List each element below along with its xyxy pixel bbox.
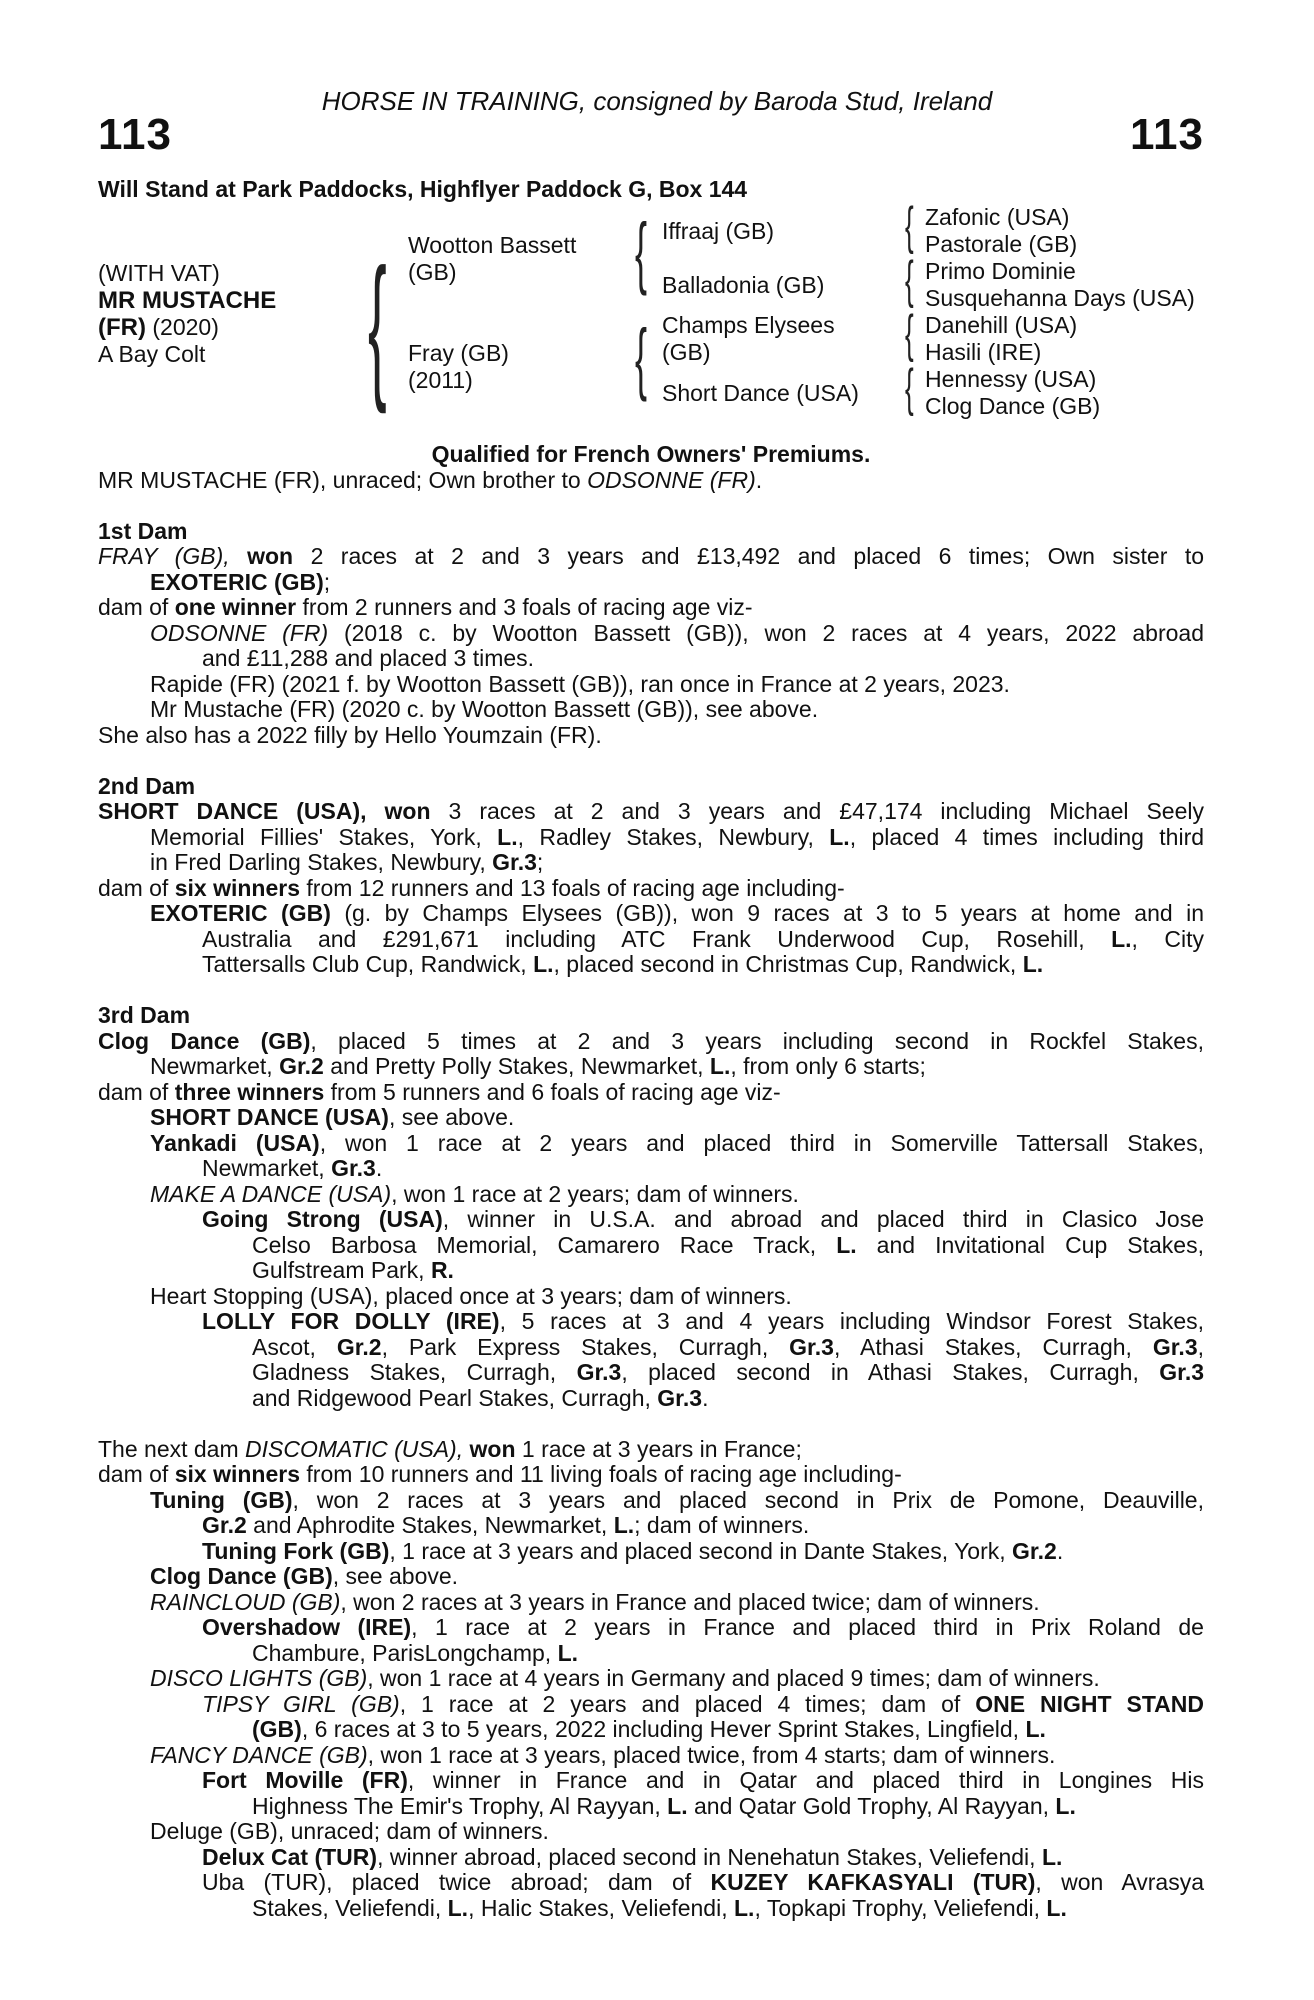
pedigree-g8: Clog Dance (GB) [925, 393, 1101, 419]
next-dam-line: dam of six winners from 10 runners and 11 living foals of racing age including- [98, 1461, 902, 1487]
first-dam-heading: 1st Dam [98, 517, 188, 544]
next-dam-line: Overshadow (IRE), 1 race at 2 years in France and placed third in Prix Roland de [202, 1614, 1204, 1640]
next-dam-line: Tuning (GB), won 2 races at 3 years and placed second in Prix de Pomone, Deauville, [150, 1486, 1204, 1513]
horse-info [98, 260, 276, 368]
horse-year: (2020) [152, 314, 219, 340]
pedigree-brace-g1: { [905, 197, 914, 255]
second-dam-line: Memorial Fillies' Stakes, York, L., Radley Stakes, Newbury, L., placed 4 times including third [150, 823, 1205, 850]
pedigree-brace-sire: { [635, 207, 648, 296]
next-dam-line: FANCY DANCE (GB), won 1 race at 3 years, placed twice, from 4 starts; dam of winners. [150, 1741, 1056, 1768]
next-dam-line: Uba (TUR), placed twice abroad; dam of KUZEY KAFKASYALI (TUR), won Avrasya [202, 1869, 1205, 1895]
horse-name: MR MUSTACHE [98, 287, 277, 314]
third-dam-line: Ascot, Gr.2, Park Express Stakes, Curragh, Gr.3, Athasi Stakes, Curragh, Gr.3, [252, 1333, 1205, 1360]
pedigree-dam-sire: Champs Elysees (GB) [662, 312, 835, 365]
lot-number-right: 113 [1130, 110, 1204, 159]
second-dam-line: dam of six winners from 12 runners and 13 foals of racing age including- [98, 874, 845, 901]
pedigree-brace-g4: { [905, 359, 914, 417]
second-dam-line: in Fred Darling Stakes, Newbury, Gr.3; [150, 849, 544, 875]
pedigree-brace-g2: { [905, 251, 914, 309]
second-dam-line: EXOTERIC (GB) (g. by Champs Elysees (GB)), won 9 races at 3 to 5 years at home and in [150, 900, 1205, 926]
intro-line: MR MUSTACHE (FR), unraced; Own brother to ODSONNE (FR). [98, 466, 763, 493]
pedigree-brace-dam: { [635, 313, 648, 402]
third-dam-line: Gulfstream Park, R. [252, 1257, 454, 1283]
third-dam-line: dam of three winners from 5 runners and 6 foals of racing age viz- [98, 1078, 781, 1105]
next-dam-line: Chambure, ParisLongchamp, L. [252, 1639, 579, 1666]
third-dam-line: Clog Dance (GB), placed 5 times at 2 and 3 years including second in Rockfel Stakes, [98, 1027, 1204, 1054]
third-dam-line: Yankadi (USA), won 1 race at 2 years and placed third in Somerville Tattersall Stakes, [150, 1129, 1204, 1156]
next-dam-line: Deluge (GB), unraced; dam of winners. [150, 1818, 549, 1844]
pedigree-g2: Pastorale (GB) [925, 231, 1078, 257]
next-dam-line: The next dam DISCOMATIC (USA), won 1 race at 3 years in France; [98, 1435, 802, 1462]
pedigree-sire-sire: Iffraaj (GB) [662, 218, 775, 244]
second-dam-line: SHORT DANCE (USA), won 3 races at 2 and 3 years and £47,174 including Michael Seely [98, 798, 1204, 824]
horse-description: A Bay Colt [98, 341, 206, 367]
stand-location: Will Stand at Park Paddocks, Highflyer Paddock G, Box 144 [98, 176, 748, 202]
third-dam-line: MAKE A DANCE (USA), won 1 race at 2 years; dam of winners. [150, 1180, 799, 1207]
pedigree-dam: Fray (GB) (2011) [408, 340, 509, 393]
pedigree-g3: Primo Dominie [925, 258, 1076, 284]
second-dam-line: Australia and £291,671 including ATC Frank Underwood Cup, Rosehill, L., City [202, 925, 1205, 952]
consignment-header: HORSE IN TRAINING, consigned by Baroda Stud, Ireland [321, 86, 993, 116]
first-dam-line: She also has a 2022 filly by Hello Youmzain (FR). [98, 721, 602, 748]
pedigree-g1: Zafonic (USA) [925, 204, 1070, 230]
first-dam-line: dam of one winner from 2 runners and 3 foals of racing age viz- [98, 594, 753, 620]
next-dam-line: Highness The Emir's Trophy, Al Rayyan, L. and Qatar Gold Trophy, Al Rayyan, L. [252, 1792, 1076, 1819]
third-dam-line: Celso Barbosa Memorial, Camarero Race Track, L. and Invitational Cup Stakes, [252, 1231, 1204, 1258]
vat-note: (WITH VAT) [98, 260, 220, 286]
next-dam-line: Delux Cat (TUR), winner abroad, placed second in Nenehatun Stakes, Veliefendi, L. [202, 1843, 1063, 1870]
pedigree-g5: Danehill (USA) [925, 312, 1078, 338]
second-dam-line: Tattersalls Club Cup, Randwick, L., placed second in Christmas Cup, Randwick, L. [202, 951, 1044, 977]
third-dam-heading: 3rd Dam [98, 1002, 191, 1028]
third-dam-line: Heart Stopping (USA), placed once at 3 years; dam of winners. [150, 1282, 792, 1309]
second-dam-heading: 2nd Dam [98, 772, 196, 799]
first-dam-line: Rapide (FR) (2021 f. by Wootton Bassett (GB)), ran once in France at 2 years, 2023. [150, 670, 1010, 697]
pedigree-brace-g3: { [905, 305, 914, 363]
next-dam-line: Clog Dance (GB), see above. [150, 1563, 459, 1589]
third-dam-line: and Ridgewood Pearl Stakes, Curragh, Gr.3. [252, 1384, 709, 1411]
premiums-note: Qualified for French Owners' Premiums. [431, 441, 871, 467]
pedigree-dam-dam: Short Dance (USA) [662, 380, 859, 406]
third-dam-line: Going Strong (USA), winner in U.S.A. and abroad and placed third in Clasico Jose [202, 1206, 1204, 1232]
first-dam-line: FRAY (GB), won 2 races at 2 and 3 years and £13,492 and placed 6 times; Own sister to [98, 543, 1205, 569]
catalogue-body [98, 442, 1204, 1921]
third-dam-line: Newmarket, Gr.2 and Pretty Polly Stakes, Newmarket, L., from only 6 starts; [150, 1053, 926, 1079]
next-dam-line: Gr.2 and Aphrodite Stakes, Newmarket, L.; dam of winners. [202, 1512, 810, 1538]
pedigree-sire-dam: Balladonia (GB) [662, 272, 825, 298]
pedigree-sire: Wootton Bassett (GB) [408, 232, 577, 285]
next-dam-line: (GB), 6 races at 3 to 5 years, 2022 including Hever Sprint Stakes, Lingfield, L. [252, 1716, 1046, 1742]
next-dam-line: Fort Moville (FR), winner in France and in Qatar and placed third in Longines His [202, 1767, 1204, 1793]
next-dam-line: Stakes, Veliefendi, L., Halic Stakes, Veliefendi, L., Topkapi Trophy, Veliefendi, L. [252, 1894, 1067, 1921]
pedigree-g7: Hennessy (USA) [925, 366, 1097, 392]
horse-country: (FR) [98, 314, 146, 341]
next-dam-line: DISCO LIGHTS (GB), won 1 race at 4 years in Germany and placed 9 times; dam of winners. [150, 1665, 1100, 1691]
next-dam-line: RAINCLOUD (GB), won 2 races at 3 years in France and placed twice; dam of winners. [150, 1588, 1040, 1615]
third-dam-line: SHORT DANCE (USA), see above. [150, 1104, 515, 1130]
pedigree-g6: Hasili (IRE) [925, 339, 1042, 365]
third-dam-line: Gladness Stakes, Curragh, Gr.3, placed second in Athasi Stakes, Curragh, Gr.3 [252, 1359, 1205, 1385]
lot-number-left: 113 [98, 110, 172, 159]
third-dam-line: Newmarket, Gr.3. [202, 1155, 383, 1181]
pedigree-brace-main: { [368, 235, 387, 414]
next-dam-line: TIPSY GIRL (GB), 1 race at 2 years and placed 4 times; dam of ONE NIGHT STAND [202, 1690, 1205, 1717]
first-dam-line: and £11,288 and placed 3 times. [202, 645, 535, 671]
first-dam-line: ODSONNE (FR) (2018 c. by Wootton Bassett (GB)), won 2 races at 4 years, 2022 abroad [150, 619, 1204, 646]
pedigree-g4: Susquehanna Days (USA) [925, 285, 1195, 311]
third-dam-line: LOLLY FOR DOLLY (IRE), 5 races at 3 and 4 years including Windsor Forest Stakes, [202, 1308, 1204, 1334]
first-dam-line: Mr Mustache (FR) (2020 c. by Wootton Bassett (GB)), see above. [150, 696, 819, 722]
next-dam-line: Tuning Fork (GB), 1 race at 3 years and placed second in Dante Stakes, York, Gr.2. [202, 1537, 1064, 1564]
first-dam-line: EXOTERIC (GB); [150, 568, 331, 595]
